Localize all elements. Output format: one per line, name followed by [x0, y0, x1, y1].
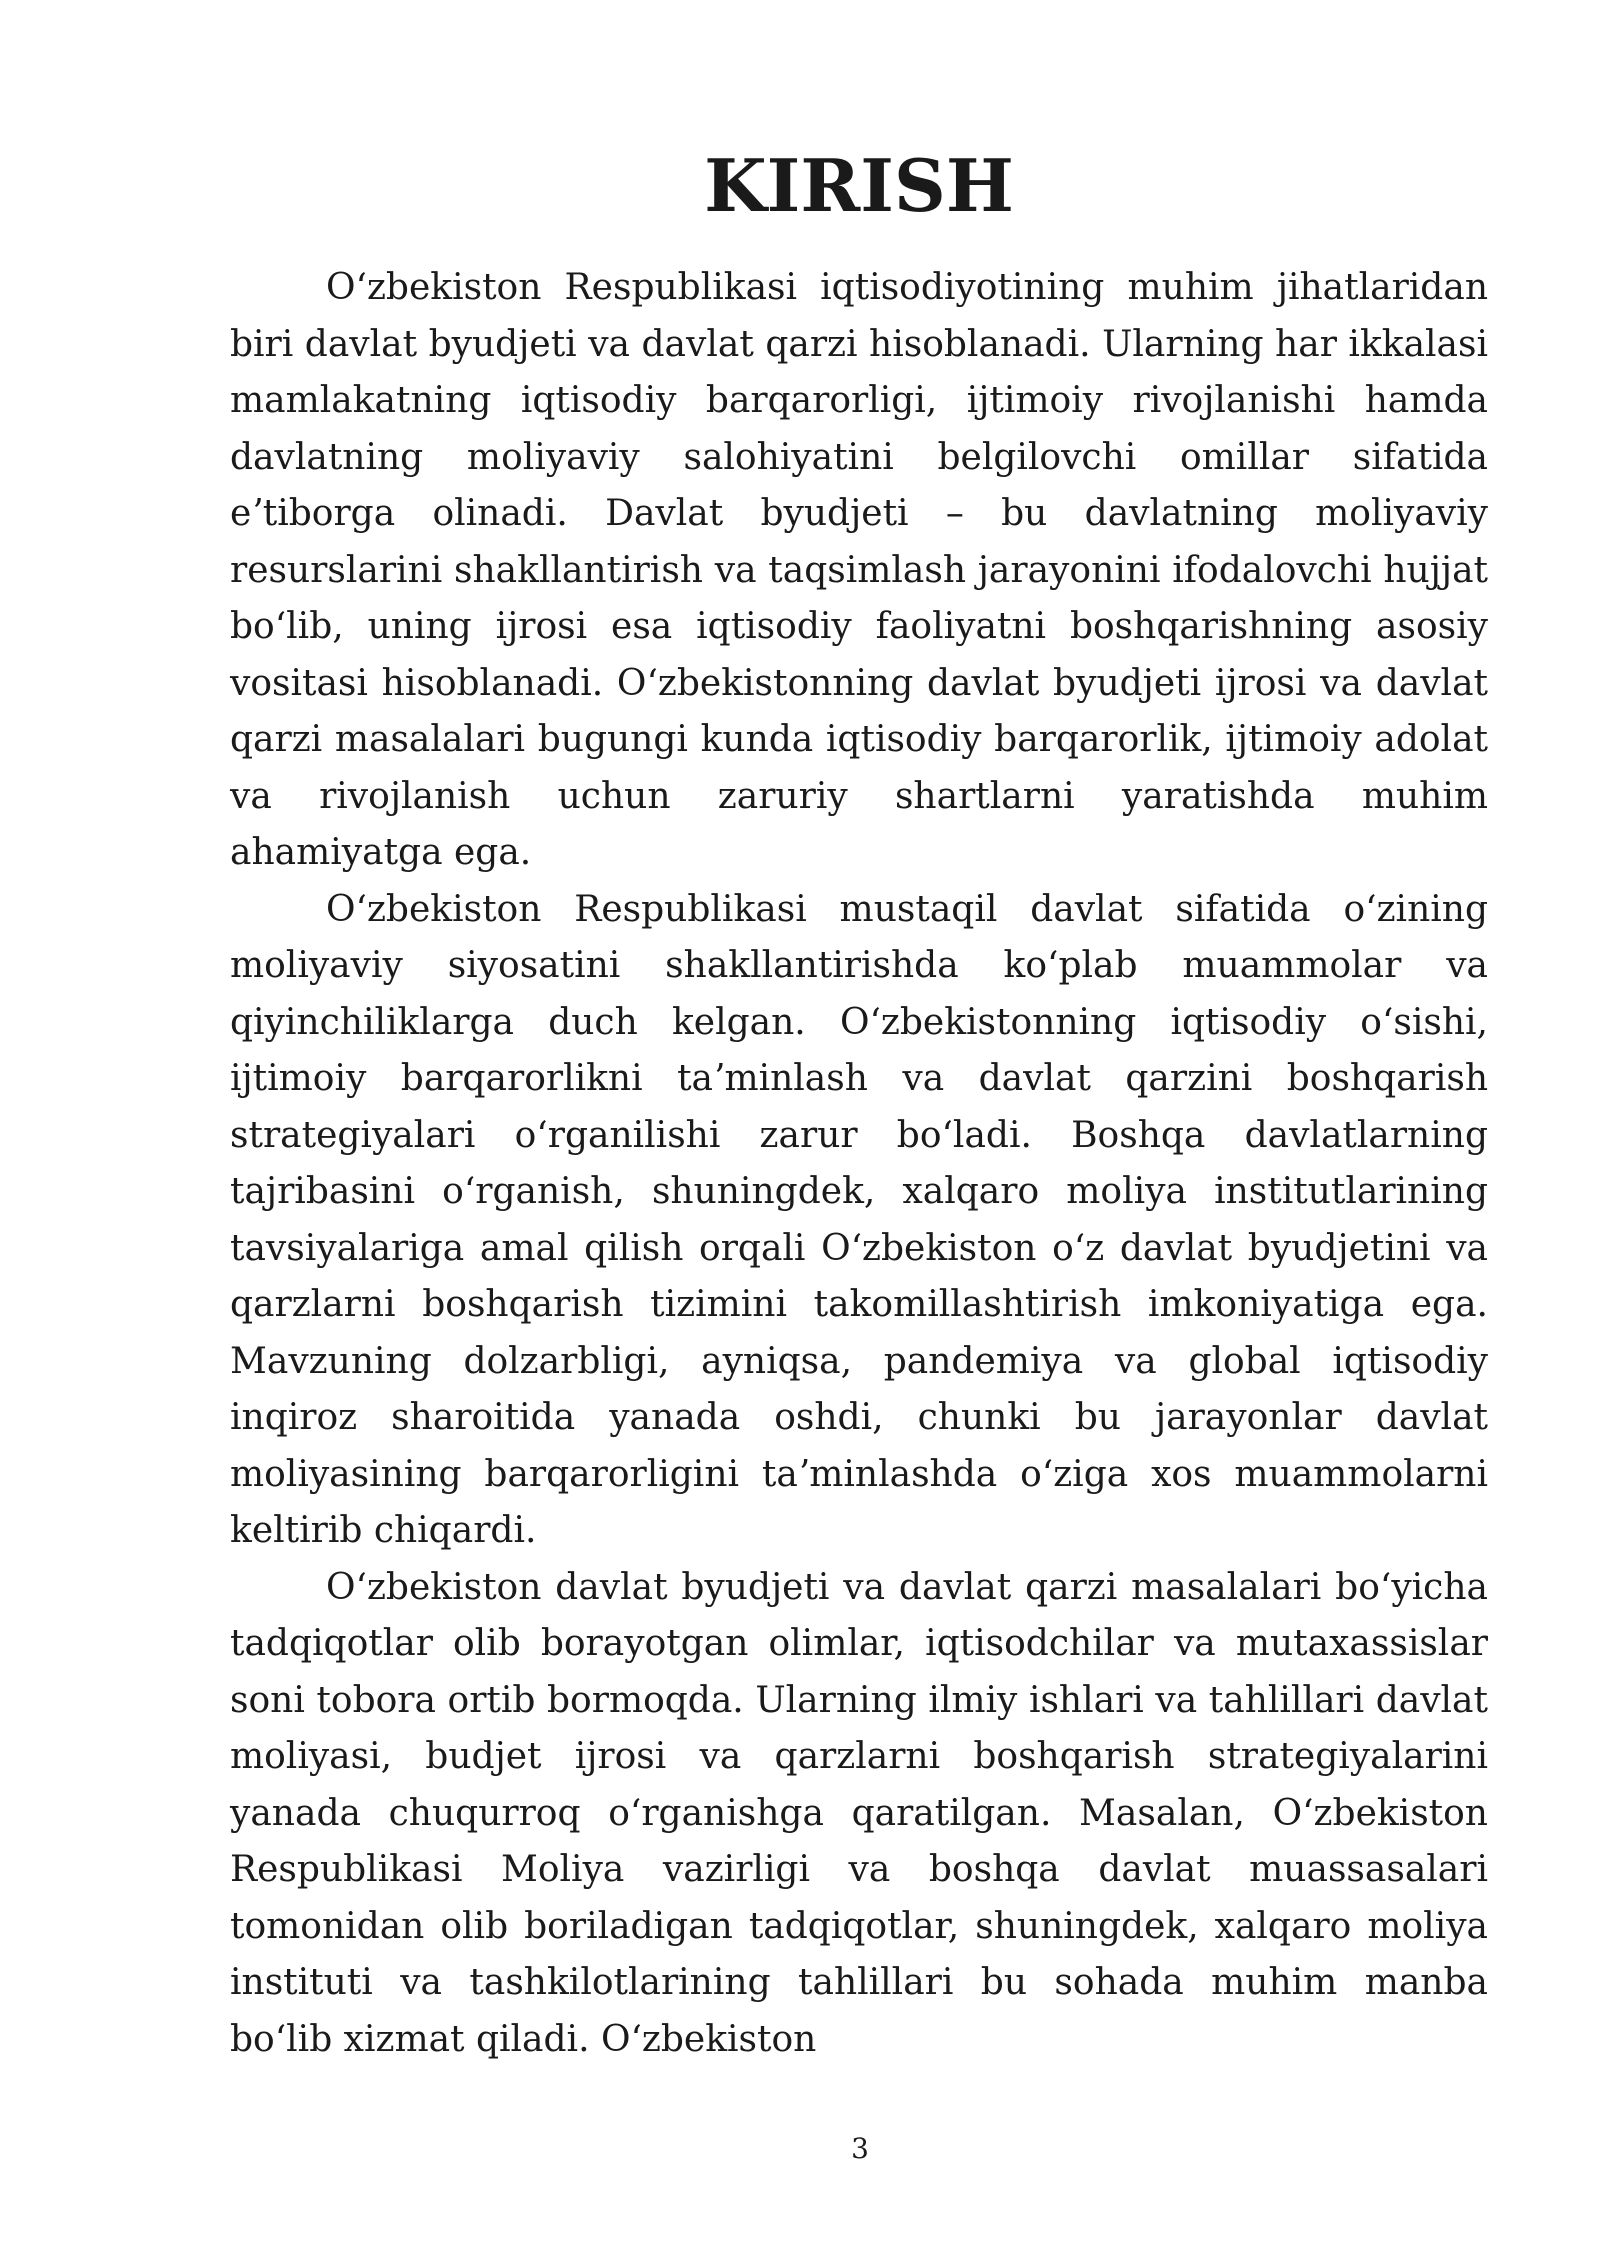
paragraph-1: Oʻzbekiston Respublikasi iqtisodiyotining muhim jihatlaridan biri davlat byudjeti va davlat qarzi hisoblanadi. Ularning har ikkalasi mamlakatning iqtisodiy barqarorligi, ijtimoiy rivojlanishi hamda davlatning moliyaviy salohiyatini belgilovchi omillar sifatida eʼtiborga olinadi. Davlat byudjeti – bu davlatning moliyaviy resurslarini shakllantirish va taqsimlash jarayonini ifodalovchi hujjat boʻlib, uning ijrosi esa iqtisodiy faoliyatni boshqarishning asosiy vositasi hisoblanadi. Oʻzbekistonning davlat byudjeti ijrosi va davlat qarzi masalalari bugungi kunda iqtisodiy barqarorlik, ijtimoiy adolat va rivojlanish uchun zaruriy shartlarni yaratishda muhim ahamiyatga ega. [230, 267, 1488, 873]
page-content [230, 143, 1488, 2068]
paragraph-3: Oʻzbekiston davlat byudjeti va davlat qarzi masalalari boʻyicha tadqiqotlar olib borayotgan olimlar, iqtisodchilar va mutaxassislar soni tobora ortib bormoqda. Ularning ilmiy ishlari va tahlillari davlat moliyasi, budjet ijrosi va qarzlarni boshqarish strategiyalarini yanada chuqurroq oʻrganishga qaratilgan. Masalan, Oʻzbekiston Respublikasi Moliya vazirligi va boshqa davlat muassasalari tomonidan olib boriladigan tadqiqotlar, shuningdek, xalqaro moliya instituti va tashkilotlarining tahlillari bu sohada muhim manba boʻlib xizmat qiladi. Oʻzbekiston [230, 1566, 1488, 2060]
section-heading: KIRISH [704, 143, 1014, 228]
paragraph-2: Oʻzbekiston Respublikasi mustaqil davlat sifatida oʻzining moliyaviy siyosatini shakllantirishda koʻplab muammolar va qiyinchiliklarga duch kelgan. Oʻzbekistonning iqtisodiy oʻsishi, ijtimoiy barqarorlikni taʼminlash va davlat qarzini boshqarish strategiyalari oʻrganilishi zarur boʻladi. Boshqa davlatlarning tajribasini oʻrganish, shuningdek, xalqaro moliya institutlarining tavsiyalariga amal qilish orqali Oʻzbekiston oʻz davlat byudjetini va qarzlarni boshqarish tizimini takomillashtirish imkoniyatiga ega. Mavzuning dolzarbligi, ayniqsa, pandemiya va global iqtisodiy inqiroz sharoitida yanada oshdi, chunki bu jarayonlar davlat moliyasining barqarorligini taʼminlashda oʻziga xos muammolarni keltirib chiqardi. [230, 888, 1488, 1551]
page-number: 3 [851, 2132, 869, 2165]
